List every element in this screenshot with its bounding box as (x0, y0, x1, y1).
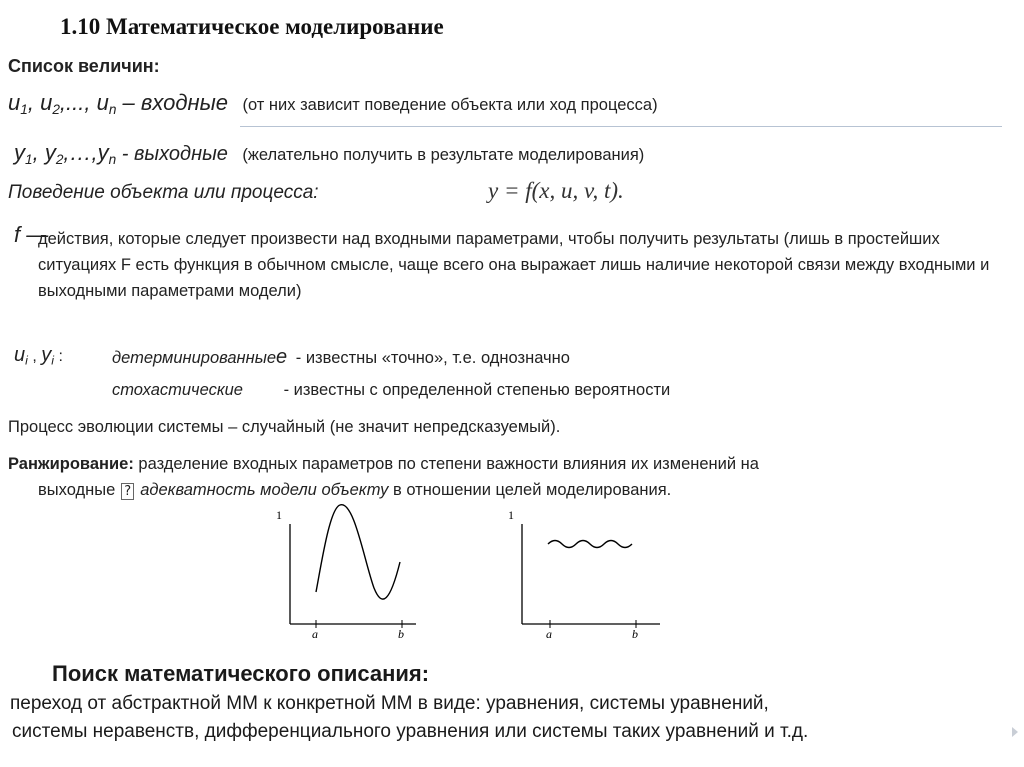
graph2-y-tick-label: 1 (508, 508, 514, 522)
stoch-label: стохастические (112, 381, 243, 399)
input-var-u2 (40, 90, 60, 115)
det-text: - известны «точно», т.е. однозначно (295, 349, 570, 367)
output-dots: ,…, (63, 140, 98, 165)
next-slide-arrow-icon[interactable] (1012, 727, 1018, 737)
output-var-yn (98, 140, 117, 165)
divider (240, 126, 1002, 127)
graph1-x-tick-a: a (312, 627, 318, 641)
actions-paragraph (14, 222, 998, 304)
stoch-text: - известны с определенной степенью вероятности (283, 381, 671, 399)
output-var-y1 (14, 140, 33, 165)
output-var-yn-letter: y (97, 140, 109, 165)
output-sep: , (32, 140, 45, 165)
outputs-label: - выходные (116, 143, 228, 165)
search-line-1: переход от абстрактной ММ к конкретной ММ в виде: уравнения, системы уравнений, (10, 693, 769, 714)
input-var-u2-letter: u (40, 90, 53, 115)
actions-symbol: f — (14, 222, 49, 247)
class-var-u: u (14, 344, 26, 366)
ranking-paragraph (8, 451, 1008, 505)
inputs-label: – входные (116, 90, 229, 115)
input-dots: ,..., (59, 90, 97, 115)
output-var-y2 (45, 140, 64, 165)
outputs-note: (желательно получить в результате моделирования) (242, 146, 645, 164)
output-var-y2-letter: y (44, 140, 56, 165)
stochastic-line (112, 381, 670, 400)
behavior-label: Поведение объекта или процесса: (8, 182, 319, 203)
input-var-u1-letter: u (8, 90, 21, 115)
graph1-y-tick-label: 1 (276, 508, 282, 522)
det-label: детерминированные (112, 349, 277, 367)
list-heading: Список величин: (8, 56, 160, 76)
graph2-x-tick-b: b (632, 627, 638, 641)
outputs-line (14, 140, 644, 166)
output-var-y2-sub: 2 (55, 151, 64, 167)
graph-deterministic (274, 500, 424, 650)
inputs-note: (от них зависит поведение объекта или ход процесса) (242, 96, 658, 114)
graph2-curve (548, 541, 632, 548)
ranking-text-1: разделение входных параметров по степени важности влияния их изменений на (133, 455, 759, 473)
evolution-text: Процесс эволюции системы – случайный (не значит непредсказуемый). (8, 418, 561, 436)
behavior-formula: y = f(x, u, v, t). (488, 178, 624, 203)
ranking-label: Ранжирование: (8, 455, 134, 473)
class-var-y: y (41, 344, 52, 366)
input-var-un-letter: u (96, 90, 109, 115)
search-line-2: системы неравенств, дифференциального уравнения или системы таких уравнений и т.д. (12, 721, 809, 742)
input-sep: , (27, 90, 41, 115)
output-var-y1-sub: 1 (25, 151, 33, 167)
input-var-u1-sub: 1 (20, 101, 28, 117)
ranking-text-2-italic: адекватность модели объекту (140, 481, 389, 499)
ranking-text-2-end: в отношении целей моделирования. (388, 481, 672, 499)
class-var-u-sub: i (25, 353, 28, 368)
det-label-end: е (276, 346, 288, 368)
output-var-yn-sub: n (108, 151, 117, 167)
inputs-line (8, 90, 658, 116)
input-var-u2-sub: 2 (52, 101, 60, 117)
graph1-curve (316, 505, 400, 599)
search-body (10, 690, 1020, 746)
ranking-text-2-start: выходные (38, 481, 116, 499)
class-var-y-sub: i (51, 353, 54, 368)
search-title: Поиск математического описания: (52, 661, 430, 686)
input-var-un (97, 90, 117, 115)
graph1-x-tick-b: b (398, 627, 404, 641)
graph2-x-tick-a: a (546, 627, 552, 641)
deterministic-line (112, 346, 570, 369)
input-var-un-sub: n (108, 101, 117, 117)
class-sep: , (27, 348, 42, 365)
input-var-u1 (8, 90, 28, 115)
output-var-y1-letter: y (14, 140, 25, 165)
actions-text: действия, которые следует произвести над входными параметрами, чтобы получить результаты (лишь в простейших ситуациях F есть функция в обычном смысле, чаще всего она выражает лишь наличие некоторой связи между входными и выходными параметрами модели) (38, 230, 990, 300)
class-colon: : (54, 348, 63, 365)
class-vars (14, 344, 63, 367)
graph-stochastic (506, 500, 666, 650)
page-title: 1.10 Математическое моделирование (60, 14, 444, 39)
implies-symbol: ? (121, 483, 134, 500)
